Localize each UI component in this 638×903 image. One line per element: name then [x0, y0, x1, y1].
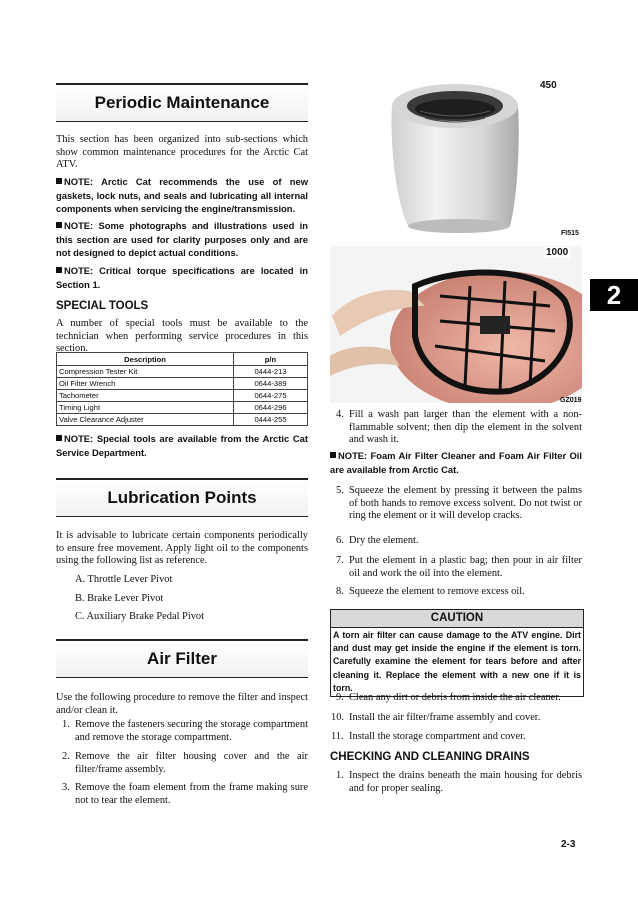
procedure-step: [336, 535, 582, 548]
step-number: 9.: [336, 692, 344, 703]
step-text: Remove the foam element from the frame making sure not to tear the element.: [75, 782, 308, 806]
table-row: [57, 378, 308, 390]
intro-paragraph: This section has been organized into sub-sections which show common maintenance procedures for the Arctic Cat ATV.: [56, 134, 308, 171]
table-cell-pn: 0644-275: [234, 390, 308, 402]
note-photographs-text: NOTE: Some photographs and illustrations used in this section are used for clarity purposes only and are not designed to depict actual conditions.: [56, 220, 308, 259]
procedure-step: [336, 409, 582, 447]
note-foam-cleaner-text: NOTE: Foam Air Filter Cleaner and Foam Air Filter Oil are available from Arctic Cat.: [330, 450, 582, 475]
step-text: Dry the element.: [349, 535, 419, 546]
step-number: 11.: [331, 731, 344, 742]
note-bullet-icon: [56, 178, 62, 184]
step-text: Remove the air filter housing cover and the air filter/frame assembly.: [75, 751, 308, 775]
table-cell-description: Oil Filter Wrench: [57, 378, 234, 390]
step-text: Clean any dirt or debris from inside the air cleaner.: [349, 692, 561, 703]
special-tools-paragraph: A number of special tools must be available to the technician when performing service procedures in this section.: [56, 318, 308, 355]
table-cell-pn: 0644-296: [234, 402, 308, 414]
table-cell-pn: 0444-255: [234, 414, 308, 426]
step-number: 7.: [336, 555, 344, 566]
step-number: 10.: [331, 712, 344, 723]
special-tools-heading: SPECIAL TOOLS: [56, 300, 149, 312]
step-text: Fill a wash pan larger than the element with a non-flammable solvent; then dip the element in the solvent and wash it.: [349, 409, 582, 446]
table-row: [57, 366, 308, 378]
step-text: Put the element in a plastic bag; then pour in air filter oil and work the oil into the element.: [349, 555, 582, 579]
table-row: [57, 402, 308, 414]
lube-item: B. Brake Lever Pivot: [75, 593, 164, 604]
air-filter-heading: [56, 639, 308, 678]
section-tab: [590, 279, 638, 311]
step-number: 3.: [62, 782, 70, 793]
step-text: Remove the fasteners securing the storage compartment and remove the storage compartment.: [75, 719, 308, 743]
table-cell-description: Compression Tester Kit: [57, 366, 234, 378]
note-bullet-icon: [56, 435, 62, 441]
procedure-step: [336, 586, 582, 599]
photo-label-1000: 1000: [546, 247, 569, 258]
photo-code-gz019: GZ019: [560, 397, 582, 404]
procedure-step: [62, 719, 308, 744]
air-filter-title: Air Filter: [147, 649, 217, 668]
note-foam-cleaner: [330, 449, 582, 476]
caution-title: CAUTION: [331, 610, 583, 628]
table-header-pn: p/n: [234, 353, 308, 366]
table-cell-pn: 0644-389: [234, 378, 308, 390]
note-gaskets-text: NOTE: Arctic Cat recommends the use of new gaskets, lock nuts, and seals and lubricating all internal components when servicing the engine/transmission.: [56, 176, 308, 215]
step-number: 8.: [336, 586, 344, 597]
procedure-step: [331, 712, 582, 725]
note-special-tools-text: NOTE: Special tools are available from the Arctic Cat Service Department.: [56, 433, 308, 458]
lubrication-paragraph: It is advisable to lubricate certain components periodically to ensure free movement. Apply light oil to the components using the following list as reference.: [56, 530, 308, 567]
step-number: 2.: [62, 751, 70, 762]
table-row: [57, 390, 308, 402]
lube-item: C. Auxiliary Brake Pedal Pivot: [75, 611, 205, 622]
air-filter-paragraph: Use the following procedure to remove the filter and inspect and/or clean it.: [56, 692, 308, 716]
step-text: Squeeze the element by pressing it between the palms of both hands to remove excess solvent. Do not twist or ring the element or it will develop cracks.: [349, 485, 582, 522]
lube-item: A. Throttle Lever Pivot: [75, 574, 173, 585]
step-text: Install the air filter/frame assembly and cover.: [349, 712, 541, 723]
note-torque-text: NOTE: Critical torque specifications are located in Section 1.: [56, 265, 308, 290]
special-tools-table: [56, 352, 308, 426]
periodic-maintenance-heading: [56, 83, 308, 122]
note-bullet-icon: [56, 222, 62, 228]
step-number: 1.: [336, 770, 344, 781]
filter-frame-illustration: [330, 246, 582, 403]
table-cell-description: Timing Light: [57, 402, 234, 414]
table-header-row: [57, 353, 308, 366]
procedure-step: [336, 692, 582, 705]
table-cell-description: Tachometer: [57, 390, 234, 402]
procedure-step: [336, 485, 582, 523]
caution-text: A torn air filter can cause damage to the ATV engine. Dirt and dust may get inside the engine if the element is torn. Carefully examine the element for tears before and after cleaning it. Replace the element with a new one if it is torn.: [333, 630, 581, 693]
photo-label-450: 450: [540, 80, 557, 91]
lubrication-points-title: Lubrication Points: [107, 488, 257, 507]
caution-box: [330, 609, 584, 697]
air-filter-photo-450: [330, 76, 582, 241]
note-torque: [56, 264, 308, 291]
step-number: 4.: [336, 409, 344, 420]
drains-heading: CHECKING AND CLEANING DRAINS: [330, 751, 530, 763]
table-row: [57, 414, 308, 426]
air-filter-photo-1000: [330, 246, 582, 403]
section-tab-number: 2: [606, 280, 622, 310]
page-number: 2-3: [561, 839, 576, 850]
procedure-step: [62, 782, 308, 807]
table-header-description: Description: [57, 353, 234, 366]
note-photographs: [56, 219, 308, 260]
foam-filter-illustration: [330, 76, 582, 241]
periodic-maintenance-title: Periodic Maintenance: [94, 93, 270, 112]
lubrication-points-heading: [56, 478, 308, 517]
note-bullet-icon: [56, 267, 62, 273]
step-text: Squeeze the element to remove excess oil.: [349, 586, 525, 597]
step-number: 6.: [336, 535, 344, 546]
note-bullet-icon: [330, 452, 336, 458]
note-special-tools: [56, 432, 308, 459]
table-cell-pn: 0444-213: [234, 366, 308, 378]
procedure-step: [331, 731, 582, 744]
step-number: 5.: [336, 485, 344, 496]
table-cell-description: Valve Clearance Adjuster: [57, 414, 234, 426]
step-text: Inspect the drains beneath the main housing for debris and for proper sealing.: [349, 770, 582, 794]
step-number: 1.: [62, 719, 70, 730]
photo-code-fi515: FI515: [561, 230, 579, 237]
procedure-step: [62, 751, 308, 776]
procedure-step: [336, 555, 582, 580]
note-gaskets: [56, 175, 308, 216]
procedure-step: [336, 770, 582, 795]
step-text: Install the storage compartment and cover.: [349, 731, 526, 742]
